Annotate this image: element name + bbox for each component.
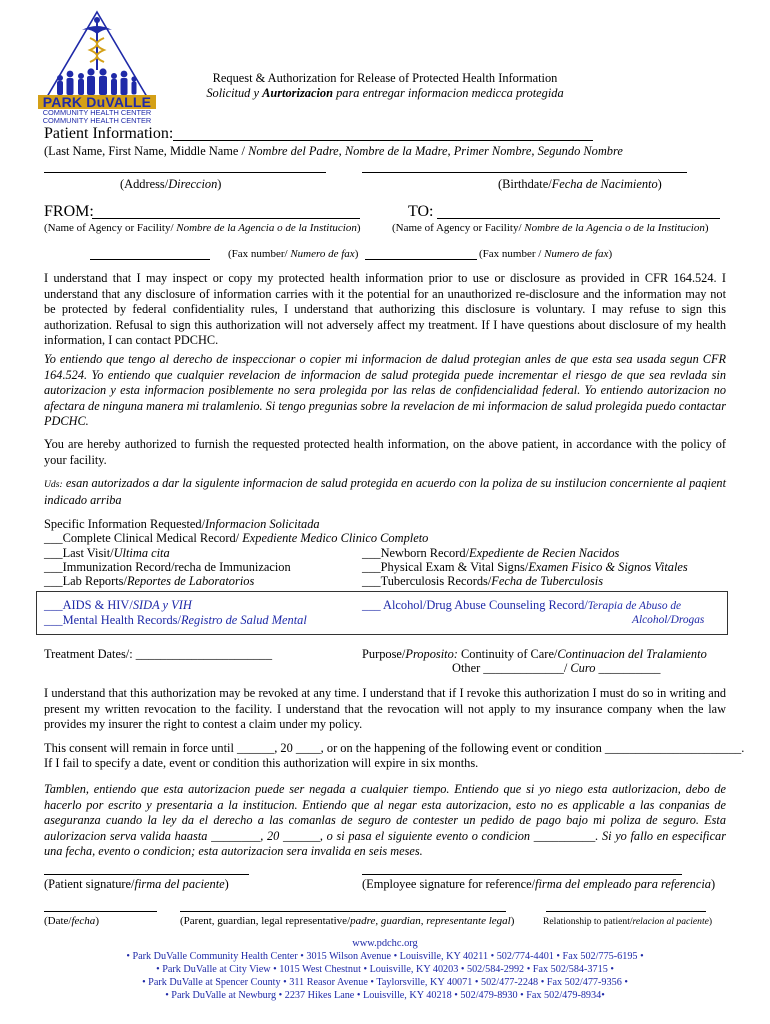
employee-signature-label [362,877,715,892]
specific-heading-en: Specific Information Requested/ [44,517,206,531]
other-en: Other _____________/ [452,661,571,675]
purpose-value-en: Continuity of Care/ [457,647,558,661]
patient-sig-en: (Patient signature/ [44,877,135,891]
parent-signature-line[interactable] [180,911,506,912]
address-line[interactable] [44,172,326,173]
aids-es: SIDA y VIH [132,598,192,612]
to-label: TO: [408,203,434,220]
website-link[interactable]: www.pdchc.org [352,938,418,949]
date-es: fecha [71,915,96,927]
from-fax-line[interactable] [90,259,210,260]
patient-sig-es: firma del paciente [134,877,225,891]
logo-name: PARK DuVALLE [38,95,156,109]
alcohol-es-1: Terapia de Abuso de [587,600,682,612]
form-title-spanish [160,86,610,101]
date-label [44,915,99,928]
specific-heading-es: Informacion Solicitada [205,517,320,531]
date-close: ) [95,915,99,927]
from-agency-close: ) [356,222,361,234]
lab-es: Reportes de Laboratorios [126,574,255,588]
disclosure-paragraph-es: Yo entiendo que tengo al derecho de inspeccionar o copier mi informacion de dalud protegian anles de que esta sea usada segun CFR 164.524. Yo entiendo que cualquier revelacion de informacion de salud protegida puede incrementar el riesgo de que sea revlada sin autorizacion y esta informacion posiblemente no sera prolegida por las relas de confidencialidad federal. Yo entiendo autorizacion no afectara de ninguna manera mi tralamlenio. Si tengo pregunias sobre la revelacion de mi informacion de salud prolegida puedo contactar PDCHC. [44,352,726,429]
patient-information-label: Patient Information: [44,125,174,142]
patient-signature-label [44,877,229,892]
patient-name-line[interactable] [173,140,593,141]
birthdate-en: (Birthdate/ [498,177,552,191]
uds-prefix: Uds: [44,479,63,490]
relationship-line[interactable] [546,911,706,912]
to-fax-close: ) [608,248,613,260]
complete-en: ___Complete Clinical Medical Record/ [44,531,243,545]
purpose-en: Purpose/ [362,647,406,661]
title-es-part: Solicitud y [206,86,263,100]
alcohol-es-continued: Alcohol/Drogas [632,614,705,626]
form-title: Request & Authorization for Release of Protected Health Information [212,71,558,85]
mental-es: Registro de Salud Mental [180,613,307,627]
checkbox-mental-health[interactable] [44,613,307,628]
to-line[interactable] [437,218,720,219]
last-visit-en: ___Last Visit/ [44,546,114,560]
checkbox-immunization[interactable]: ___Immunization Record/recha de Immunizacion [44,560,291,574]
patient-name-hint [44,144,623,159]
physical-en: ___Physical Exam & Vital Signs/ [362,560,529,574]
revocation-paragraph-es: Tamblen, entiendo que esta autorizacion puede ser negada a cualquier tiempo. Entiendo que si yo niego esta autlorizacion, debo de hacerlo por escrito y presentaria a la institucion. Entiendo que al negar esta autorizacion, esto no es applicable a las conpanias de aseguranza cuando la ley da el derecho a las comanlas de seguro de contester un pedido de pago bajo mi poliza de seguro. Esta aulorizacion serva valida haasta ________, 20 ______, o si pasa el siguiente evento o condicion __________. Si yo fallo en especificar una fecha, evento o condicion; esta autorizacion sera invalida en seis meses. [44,782,726,859]
address-en: (Address/ [120,177,169,191]
authorization-paragraph-en: You are hereby authorized to furnish the requested protected health information, on the above patient, in accordance with the policy of your facility. [44,437,726,467]
address-label [120,177,221,192]
authorization-paragraph-es [44,476,726,508]
from-agency-en: (Name of Agency or Facility/ [44,222,177,234]
checkbox-last-visit[interactable] [44,546,170,561]
employee-signature-line[interactable] [362,874,682,875]
checkbox-newborn[interactable] [362,546,619,561]
address-es: Direccion [168,177,218,191]
relationship-close: ) [708,916,713,927]
other-es: Curo [570,661,596,675]
other-tail: __________ [595,661,661,675]
purpose-es: Proposito: [405,647,458,661]
checkbox-tuberculosis[interactable] [362,574,603,589]
title-es-bold: Aurtorizacion [262,86,333,100]
from-line[interactable] [92,218,360,219]
relationship-en: Relationship to patient/ [543,916,633,927]
consent-expiry-note: If I fail to specify a date, event or condition this authorization will expire in six months. [44,756,479,770]
complete-es: Expediente Medico Clinico Completo [242,531,429,545]
from-agency-es: Nombre de la Agencia o de la Institucion [176,222,357,234]
checkbox-physical-exam[interactable] [362,560,688,575]
alcohol-en: ___ Alcohol/Drug Abuse Counseling Record/ [362,598,588,612]
checkbox-alcohol-drug[interactable] [362,598,681,614]
birthdate-close: ) [657,177,662,191]
address-close: ) [217,177,222,191]
to-agency-hint [392,222,709,235]
employee-sig-close: ) [711,877,716,891]
checkbox-lab-reports[interactable] [44,574,254,589]
birthdate-label [498,177,662,192]
logo-subtitle: COMMUNITY HEALTH CENTER [42,108,152,117]
purpose [362,647,707,662]
purpose-value-es: Continuacion del Tralamiento [557,647,707,661]
physical-es: Examen Fisico & Signos Vitales [528,560,688,574]
footer-location-4: • Park DuValle at Newburg • 2237 Hikes Lane • Louisville, KY 40218 • 502/479-8930 • Fax 502/479-8934• [165,990,605,1001]
name-hint-en: (Last Name, First Name, Middle Name / [44,144,249,158]
name-hint-es: Nombre del Padre, Nombre de la Madre, Primer Nombre, Segundo Nombre [248,144,623,158]
newborn-en: ___Newborn Record/ [362,546,470,560]
footer-location-2: • Park DuValle at City View • 1015 West Chestnut • Louisville, KY 40203 • 502/584-2992 • Fax 502/584-3715 • [156,964,614,975]
from-fax-close: ) [354,248,359,260]
date-en: (Date/ [44,915,72,927]
from-fax-en: (Fax number/ [228,248,291,260]
aids-en: ___AIDS & HIV/ [44,598,133,612]
relationship-label [543,916,712,928]
relationship-es: relacion al paciente [632,916,709,927]
authorization-es-text: esan autorizados a dar la sigulente informacion de salud protegida en acuerdo con la poliza de su instilucion concerniente al paqient indicado arriba [44,476,726,507]
from-agency-hint [44,222,361,235]
last-visit-es: Ultima cita [113,546,170,560]
newborn-es: Expediente de Recien Nacidos [469,546,620,560]
title-es-part-2: para entregar informacion medicca protegida [333,86,564,100]
tb-es: Fecha de Tuberculosis [491,574,604,588]
to-fax-hint [479,248,612,261]
checkbox-aids-hiv[interactable] [44,598,192,613]
treatment-dates[interactable]: Treatment Dates/: ______________________ [44,647,273,661]
checkbox-complete-record[interactable] [44,531,428,546]
parent-en: (Parent, guardian, legal representative/ [180,915,351,927]
parent-es: padre, guardian, representante legal [350,915,511,927]
to-agency-es: Nombre de la Agencia o de la Institucion [524,222,705,234]
from-label: FROM: [44,203,94,220]
consent-duration-line[interactable]: This consent will remain in force until ______, 20 ____, or on the happening of the following event or condition ______________________. [44,741,745,755]
revocation-paragraph: I understand that this authorization may be revoked at any time. I understand that if I revoke this authorization I must do so in writing and present my written revocation to the facility. I understand that the revocation will not apply to my insurance company when the law provides my insurer the right to contest a claim under my policy. [44,686,726,732]
specific-info-heading [44,517,320,532]
patient-sig-close: ) [224,877,229,891]
birthdate-es: Fecha de Nacimiento [551,177,658,191]
birthdate-line[interactable] [362,172,687,173]
parent-close: ) [510,915,515,927]
patient-signature-line[interactable] [44,874,249,875]
footer-location-1: • Park DuValle Community Health Center • 3015 Wilson Avenue • Louisville, KY 40211 • 502/774-4401 • Fax 502/775-6195 • [126,951,644,962]
footer-location-3: • Park DuValle at Spencer County • 311 Reasor Avenue • Taylorsville, KY 40071 • 502/477-2248 • Fax 502/477-9356 • [142,977,628,988]
to-fax-es: Numero de fax [544,248,609,260]
from-fax-hint [228,248,358,261]
to-fax-en: (Fax number / [479,248,545,260]
parent-signature-label [180,915,514,928]
date-line[interactable] [44,911,157,912]
to-agency-close: ) [704,222,709,234]
tb-en: ___Tuberculosis Records/ [362,574,492,588]
from-fax-es: Numero de fax [290,248,355,260]
employee-sig-en: (Employee signature for reference/ [362,877,536,891]
employee-sig-es: firma del empleado para referencia [535,877,712,891]
to-fax-line[interactable] [365,259,477,260]
purpose-other[interactable] [452,661,660,676]
lab-en: ___Lab Reports/ [44,574,127,588]
mental-en: ___Mental Health Records/ [44,613,181,627]
to-agency-en: (Name of Agency or Facility/ [392,222,525,234]
logo-subtitle-2: COMMUNITY HEALTH CENTER [42,116,152,125]
disclosure-paragraph-en: I understand that I may inspect or copy my protected health information prior to use or disclosure as provided in CFR 164.524. I understand that any disclosure of information carries with it the potential for an unauthorized re-disclosure and the information may not be protected by federal confidentiality rules, I understand that authorizing this disclosure is voluntary. I may refuse to sign this authorization. Refusal to sign this authorization will not adversely affect my treatment. If I have questions about disclosure of my health information, I can contact PDCHC. [44,271,726,348]
